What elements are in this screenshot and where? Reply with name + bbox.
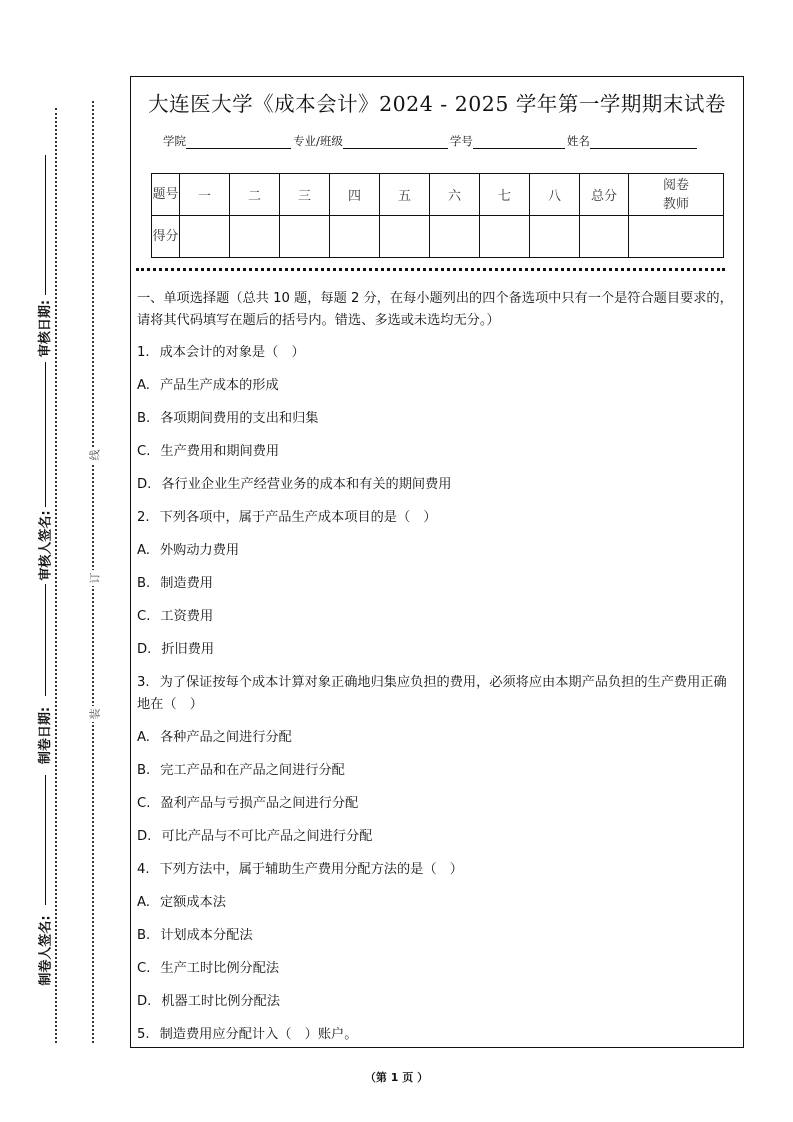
score-cell-7[interactable]	[480, 216, 530, 258]
score-cell-4[interactable]	[330, 216, 380, 258]
option-1d	[137, 474, 733, 496]
column-4: 四	[330, 174, 380, 216]
score-cell-5[interactable]	[380, 216, 430, 258]
review-date-label: 审核日期:	[29, 295, 59, 362]
question-number: 2.	[137, 510, 150, 525]
option-2c	[137, 606, 733, 628]
signature-line	[45, 584, 46, 696]
option-4c	[137, 958, 733, 980]
exam-maker-signature-label: 制卷人签名:	[29, 905, 59, 995]
question-stem: 制造费用应分配计入（ ）账户。	[159, 1027, 358, 1042]
option-key: B.	[137, 763, 151, 778]
score-cell-6[interactable]	[430, 216, 480, 258]
option-key: D.	[137, 642, 152, 657]
signature-line	[45, 775, 46, 905]
question-4	[137, 859, 733, 881]
score-table	[151, 173, 724, 258]
option-3b	[137, 760, 733, 782]
option-3c	[137, 793, 733, 815]
question-number: 1.	[137, 345, 150, 360]
option-1a	[137, 375, 733, 397]
section-intro: 一、单项选择题（总共 10 题，每题 2 分，在每小题列出的四个备选项中只有一个是符合题目要求的，请将其代码填写在题后的括号内。错选、多选或未选均无分。）	[137, 291, 733, 328]
question-5	[137, 1024, 733, 1046]
major-class-label: 专业/班级	[293, 134, 343, 148]
option-text: 完工产品和在产品之间进行分配	[160, 763, 345, 778]
student-id-label: 学号	[449, 134, 473, 148]
option-key: B.	[137, 576, 151, 591]
question-2	[137, 507, 733, 529]
option-key: D.	[137, 829, 152, 844]
score-cell-total[interactable]	[580, 216, 629, 258]
option-key: B.	[137, 411, 151, 426]
option-text: 盈利产品与亏损产品之间进行分配	[160, 796, 359, 811]
student-id-field[interactable]	[473, 136, 565, 149]
grading-teacher-label	[629, 174, 724, 216]
option-1c	[137, 441, 733, 463]
option-3d	[137, 826, 733, 848]
option-text: 折旧费用	[161, 642, 215, 657]
question-number-label: 题号	[152, 174, 180, 216]
option-text: 工资费用	[160, 609, 214, 624]
name-field[interactable]	[590, 136, 697, 149]
college-label: 学院	[163, 134, 186, 148]
page-number: （第 1 页 ）	[364, 1071, 429, 1084]
column-8: 八	[530, 174, 580, 216]
question-number: 5.	[137, 1027, 150, 1042]
exam-paper	[130, 76, 744, 1048]
option-key: A.	[137, 730, 150, 745]
column-5: 五	[380, 174, 430, 216]
option-text: 制造费用	[160, 576, 213, 591]
option-2a	[137, 540, 733, 562]
option-text: 计划成本分配法	[160, 928, 253, 943]
option-text: 生产工时比例分配法	[160, 961, 280, 976]
column-1: 一	[180, 174, 230, 216]
option-key: B.	[137, 928, 151, 943]
option-key: C.	[137, 609, 151, 624]
option-text: 可比产品与不可比产品之间进行分配	[161, 829, 373, 844]
section-single-choice	[137, 288, 733, 1057]
dotted-separator	[136, 268, 725, 271]
score-cell-teacher[interactable]	[629, 216, 724, 258]
option-text: 各行业企业生产经营业务的成本和有关的期间费用	[161, 477, 452, 492]
name-label: 姓名	[566, 134, 590, 148]
student-info-row	[163, 133, 699, 149]
score-label: 得分	[152, 216, 180, 258]
option-text: 各种产品之间进行分配	[159, 730, 292, 745]
option-2b	[137, 573, 733, 595]
score-cell-3[interactable]	[280, 216, 330, 258]
option-text: 机器工时比例分配法	[161, 994, 281, 1009]
reviewer-signature-label: 审核人签名:	[29, 507, 59, 584]
question-1	[137, 342, 733, 364]
binding-mark-line: 线	[86, 447, 102, 463]
exam-made-date-label: 制卷日期:	[29, 696, 59, 775]
college-field[interactable]	[186, 136, 291, 149]
question-stem: 下列方法中，属于辅助生产费用分配方法的是（ ）	[159, 862, 463, 877]
option-text: 外购动力费用	[159, 543, 240, 558]
question-number: 4.	[137, 862, 150, 877]
score-cell-8[interactable]	[530, 216, 580, 258]
question-3	[137, 672, 733, 716]
option-4a	[137, 892, 733, 914]
score-table-score-row	[152, 216, 724, 258]
score-table-header-row	[152, 174, 724, 216]
grading-teacher-label-line2: 教师	[662, 196, 689, 212]
question-stem: 为了保证按每个成本计算对象正确地归集应负担的费用，必须将应由本期产品负担的生产费用正确地在（ ）	[137, 675, 727, 712]
signature-line	[45, 155, 46, 295]
score-cell-2[interactable]	[230, 216, 280, 258]
option-1b	[137, 408, 733, 430]
question-stem: 成本会计的对象是（ ）	[159, 345, 305, 360]
option-key: A.	[137, 378, 150, 393]
option-text: 产品生产成本的形成	[159, 378, 279, 393]
option-key: A.	[137, 543, 150, 558]
total-score-label: 总分	[580, 174, 629, 216]
binding-mark-staple: 订	[86, 570, 102, 586]
option-key: A.	[137, 895, 150, 910]
option-text: 各项期间费用的支出和归集	[160, 411, 319, 426]
question-number: 3.	[137, 675, 150, 690]
option-4d	[137, 991, 733, 1013]
exam-title: 大连医大学《成本会计》2024 - 2025 学年第一学期期末试卷	[148, 92, 726, 116]
option-key: D.	[137, 477, 152, 492]
option-key: C.	[137, 444, 151, 459]
question-stem: 下列各项中，属于产品生产成本项目的是（ ）	[159, 510, 437, 525]
score-cell-1[interactable]	[180, 216, 230, 258]
option-key: C.	[137, 961, 151, 976]
option-2d	[137, 639, 733, 661]
major-class-field[interactable]	[343, 136, 448, 149]
column-7: 七	[480, 174, 530, 216]
column-6: 六	[430, 174, 480, 216]
option-key: C.	[137, 796, 151, 811]
signature-line	[45, 362, 46, 507]
option-text: 定额成本法	[159, 895, 226, 910]
column-3: 三	[280, 174, 330, 216]
option-text: 生产费用和期间费用	[160, 444, 280, 459]
column-2: 二	[230, 174, 280, 216]
grading-teacher-label-line1: 阅卷	[662, 177, 689, 193]
option-4b	[137, 925, 733, 947]
binding-mark-bind: 装	[86, 706, 102, 722]
option-3a	[137, 727, 733, 749]
option-key: D.	[137, 994, 152, 1009]
